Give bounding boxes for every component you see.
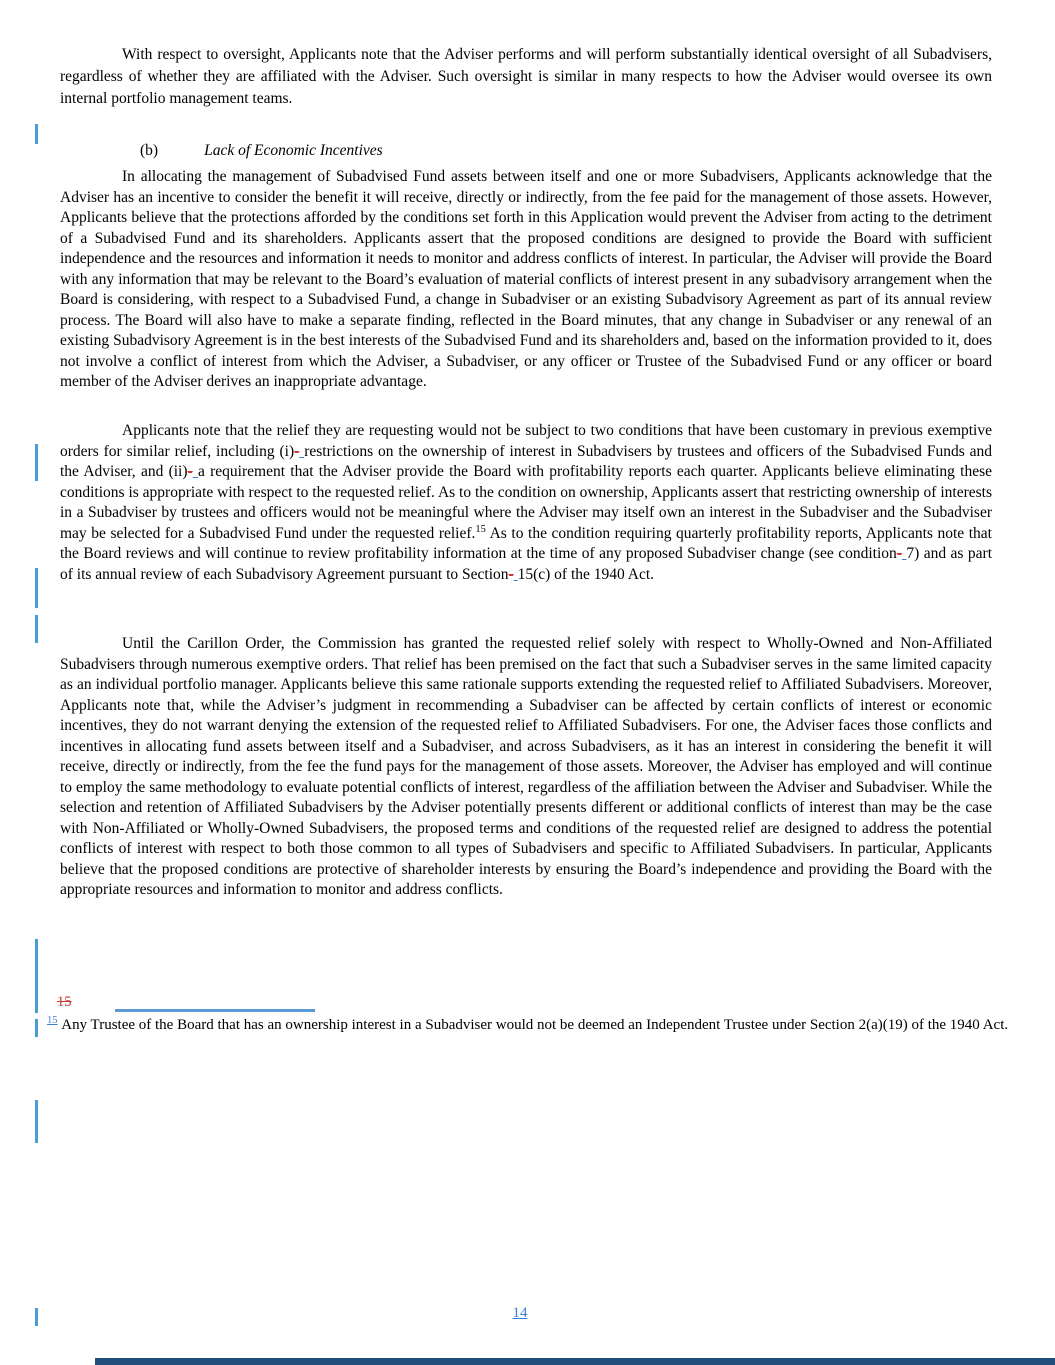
change-bar xyxy=(35,939,38,1013)
footnote-separator xyxy=(115,1009,315,1012)
text-run: As to the condition requiring quarterly profitability reports, Applicants note that the Board reviews and will continue to review profitability information at the time of any proposed Subadviser change (see condition xyxy=(60,524,992,562)
text-run: a requirement that the Adviser provide the Board with profitability reports each quarter. Applicants believe eliminating these conditions is appropriate with respect to the requested relief. As to the condition on ownership, Applicants assert that restricting ownership of interests in a Subadviser by trustees and officers would not be meaningful where the Adviser may itself own an interest in the Subadviser and the Subadviser may be selected for a Subadvised Fund under the requested relief. xyxy=(60,463,993,542)
footnote-text: Any Trustee of the Board that has an ownership interest in a Subadviser would not be deemed an Independent Trustee under Section 2(a)(19) of the 1940 Act. xyxy=(57,1017,1009,1033)
paragraph-allocating: In allocating the management of Subadvised Fund assets between itself and one or more Subadvisers, Applicants acknowledge that the Adviser has an incentive to consider the benefit it will receive, directly or indirectly, from the fee paid for the management of those assets. However, Applicants believe that the protections afforded by the conditions set forth in this Application would prevent the Adviser from acting to the detriment of a Subadvised Fund and its shareholders. Applicants assert that the proposed conditions are designed to provide the Board with sufficient independence and the resources and information it needs to monitor and address conflicts of interest. In particular, the Adviser will provide the Board with any information that may be relevant to the Board’s evaluation of material conflicts of interest present in any subadvisory arrangement when the Board is considering, with respect to a Subadvised Fund, a change in Subadviser or an existing Subadvisory Agreement as part of its annual review process. The Board will also have to make a separate finding, reflected in the Board minutes, that any change in Subadviser or any renewal of an existing Subadvisory Agreement is in the best interests of the Subadvised Fund and its shareholders and, based on the information provided to it, does not involve a conflict of interest from which the Adviser, a Subadviser, or any officer or Trustee of the Subadvised Fund or any officer or board member of the Adviser derives an inappropriate advantage. xyxy=(60,168,992,390)
deleted-text: - xyxy=(187,463,193,480)
bottom-bar xyxy=(95,1358,1055,1365)
deleted-text: - xyxy=(508,565,514,583)
change-bar xyxy=(35,1019,38,1037)
text-run: restrictions on the ownership of interest in Subadvisers by trustees and officers of the Subadvised Funds and the Adviser, and (ii) xyxy=(60,442,993,480)
section-heading-label: (b) xyxy=(140,142,159,159)
paragraph-relief-conditions xyxy=(60,421,992,585)
change-bar xyxy=(35,444,38,481)
footnote xyxy=(47,1015,1010,1037)
paragraph-oversight: With respect to oversight, Applicants note that the Adviser performs and will perform substantially identical oversight of all Subadvisers, regardless of whether they are affiliated with the Adviser. Such oversight is similar in many respects to how the Adviser would oversee its own internal portfolio management teams. xyxy=(60,46,992,107)
footnote-marker-link[interactable]: 15 xyxy=(47,1015,58,1026)
page-footer xyxy=(0,1305,1040,1322)
page-number-link[interactable]: 14 xyxy=(512,1305,528,1321)
deleted-text: - xyxy=(896,545,902,562)
deleted-footnote-number: 15 xyxy=(57,994,72,1010)
text-run: Applicants note that the relief they are requesting would not be subject to two conditions that have been customary in previous exemptive orders for similar relief, including (i) xyxy=(60,422,992,460)
deleted-text: - xyxy=(294,442,300,460)
paragraph-carillon-order: Until the Carillon Order, the Commission has granted the requested relief solely with respect to Wholly-Owned and Non-Affiliated Subadvisers through numerous exemptive orders. That relief has been premised on the fact that such a Subadviser serves in the same limited capacity as an individual portfolio manager. Applicants believe this same rationale supports extending the requested relief to Affiliated Subadvisers. Moreover, Applicants note that, while the Adviser’s judgment in recommending a Subadviser can be affected by certain conflicts of interest or economic incentives, they do not warrant denying the extension of the requested relief to Affiliated Subadvisers. For one, the Adviser faces those conflicts and incentives in allocating fund assets between itself and a Subadviser, and across Subadvisers, as it has an interest in considering the benefit it will receive, directly or indirectly, from the fee the fund pays for the management of those assets. Moreover, the Adviser has employed and will continue to employ the same methodology to evaluate potential conflicts of interest, regardless of the affiliation between the Adviser and Subadviser. While the selection and retention of Affiliated Subadvisers by the Adviser potentially presents different or additional conflicts of interest than may be the case with Non-Affiliated or Wholly-Owned Subadvisers, the proposed terms and conditions of the requested relief are designed to address the potential conflicts of interest with respect to both those common to all types of Subadvisers and specific to Affiliated Subadvisers. In particular, Applicants believe that the proposed conditions are protective of shareholder interests by ensuring the Board’s independence and providing the Board with the appropriate resources and information to monitor and address conflicts. xyxy=(60,635,992,898)
change-bar xyxy=(35,568,38,608)
section-heading-title: Lack of Economic Incentives xyxy=(204,142,383,159)
text-run: 15(c) of the 1940 Act. xyxy=(517,565,655,583)
change-bar xyxy=(35,124,38,144)
footnote-reference: 15 xyxy=(475,523,486,535)
section-heading xyxy=(140,142,383,160)
change-bar xyxy=(35,1100,38,1143)
change-bar xyxy=(35,615,38,643)
text-run: 7) and as part of its annual review of each Subadvisory Agreement pursuant to Section xyxy=(60,545,992,583)
